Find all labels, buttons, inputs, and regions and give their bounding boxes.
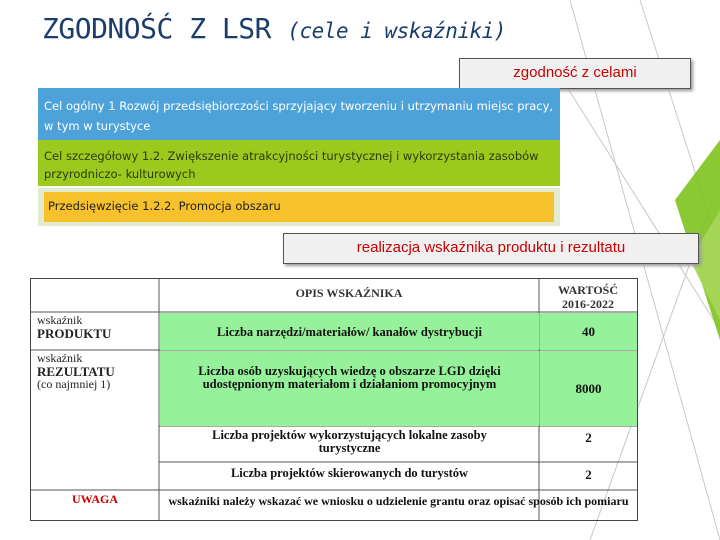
result-label: REZULTATU [37,364,115,379]
header-description: OPIS WSKAŹNIKA [295,286,403,300]
callout-goals: zgodność z celami [459,58,691,89]
specific-goal-label: Cel szczegółowy 1.2. [44,149,164,163]
callout-indicators: realizacja wskaźnika produktu i rezultatu [283,233,699,264]
goals-panel [38,88,560,226]
result-value-3: 2 [585,467,592,482]
header-period: 2016-2022 [562,297,614,311]
specific-goal [38,140,560,186]
indicators-table [30,278,638,521]
general-goal: Cel ogólny 1 Rozwój przedsiębiorczości sprzyjający tworzeniu i utrzymaniu miejsc pracy, w tym w turystyce [38,88,560,140]
result-value-2: 2 [585,430,592,445]
header-value: WARTOŚĆ [557,283,619,297]
result-desc-2: Liczba projektów wykorzystujących lokalne zasoby turystyczne [212,428,487,455]
specific-goal-text: Zwiększenie atrakcyjności turystycznej i wykorzystania zasobów przyrodniczo- kulturowych [44,149,539,181]
result-desc-3: Liczba projektów skierowanych do turystów [230,466,469,480]
result-value-1: 8000 [540,351,637,426]
project-row [38,186,560,226]
project-label: Przedsięwzięcie 1.2.2. Promocja obszaru [44,192,554,222]
product-value: 40 [540,313,637,350]
product-label-cell [31,312,159,350]
result-note: (co najmniej 1) [37,377,111,391]
slide-title [42,12,506,45]
result-label-top: wskaźnik [37,351,83,365]
result-desc-1: Liczba osób uzyskujących wiedzę o obszarze LGD dzięki udostępnionym materiałom i działaniom promocyjnym [160,351,539,426]
product-label-top: wskaźnik [37,313,83,327]
note-label: UWAGA [71,492,118,506]
note-text: wskaźniki należy wskazać we wniosku o udzielenie grantu oraz opisać sposób ich pomiaru [168,494,629,508]
result-label-cell [31,350,159,490]
slide-title-main: ZGODNOŚĆ Z LSR [42,12,272,45]
slide-title-sub: (cele i wskaźniki) [287,19,506,43]
product-desc: Liczba narzędzi/materiałów/ kanałów dystrybucji [160,313,539,350]
product-label: PRODUKTU [37,326,112,341]
